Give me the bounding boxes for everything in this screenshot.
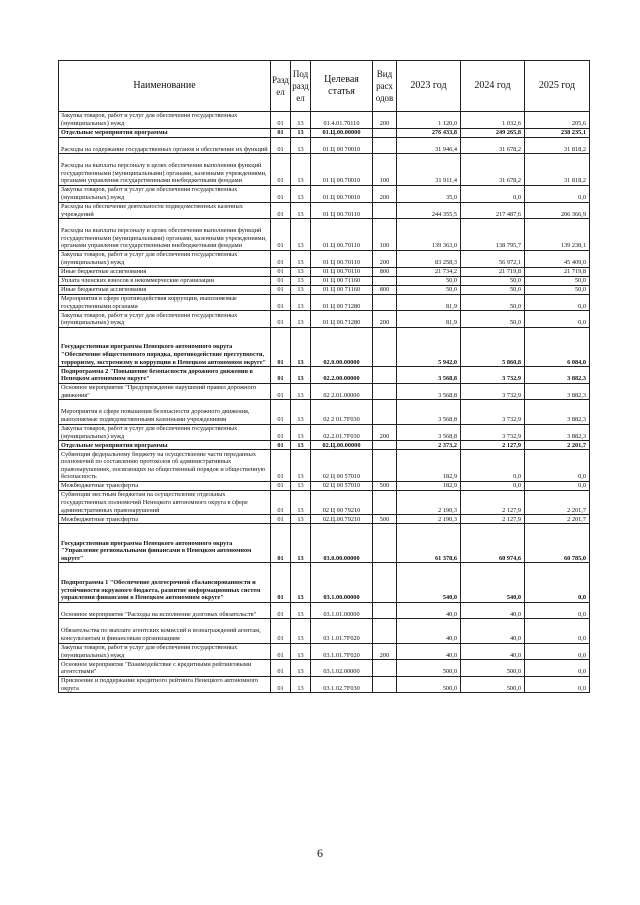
row-value-2024: 500,0 xyxy=(461,660,525,677)
row-name: Субвенции федеральному бюджету на осуществление части переданных полномочий по составлению протоколов об административных правонарушениях, посягающих на общественный порядок и общественную безопасность xyxy=(59,450,271,482)
row-value-2024: 0,0 xyxy=(461,185,525,202)
table-row xyxy=(59,676,590,693)
row-value-2025: 21 719,8 xyxy=(525,267,590,276)
table-row xyxy=(59,154,590,186)
table-row xyxy=(59,660,590,677)
row-podrazdel: 13 xyxy=(291,137,311,154)
header-2024: 2024 год xyxy=(461,61,525,112)
row-value-2024: 31 678,2 xyxy=(461,154,525,186)
row-name: Расходы на обеспечение деятельности подведомственных казенных учреждений xyxy=(59,202,271,219)
row-podrazdel: 13 xyxy=(291,383,311,400)
row-name: Закупка товаров, работ и услуг для обеспечения государственных (муниципальных) нужд xyxy=(59,112,271,129)
row-razdel: 01 xyxy=(271,154,291,186)
table-row xyxy=(59,643,590,660)
row-article: 03 1.01.7F020 xyxy=(311,619,373,643)
row-name: Отдельные мероприятия программы xyxy=(59,128,271,137)
table-row xyxy=(59,185,590,202)
row-value-2023: 3 568,8 xyxy=(397,424,461,441)
row-podrazdel: 13 xyxy=(291,490,311,514)
row-vid: 200 xyxy=(373,424,397,441)
row-razdel: 01 xyxy=(271,327,291,366)
row-podrazdel: 13 xyxy=(291,250,311,267)
row-name: Присвоение и поддержание кредитного рейтинга Ненецкого автономного округа xyxy=(59,676,271,693)
row-podrazdel: 13 xyxy=(291,276,311,285)
row-value-2024: 0,0 xyxy=(461,450,525,482)
row-podrazdel: 13 xyxy=(291,112,311,129)
row-value-2024: 249 265,8 xyxy=(461,128,525,137)
row-value-2023: 182,9 xyxy=(397,481,461,490)
row-value-2025: 0,0 xyxy=(525,311,590,328)
table-row xyxy=(59,112,590,129)
row-podrazdel: 13 xyxy=(291,524,311,563)
row-podrazdel: 13 xyxy=(291,441,311,450)
row-value-2023: 3 568,8 xyxy=(397,367,461,384)
table-row xyxy=(59,619,590,643)
row-vid: 100 xyxy=(373,219,397,251)
row-vid xyxy=(373,660,397,677)
row-vid xyxy=(373,294,397,311)
row-podrazdel: 13 xyxy=(291,285,311,294)
row-value-2025: 60 785,0 xyxy=(525,524,590,563)
row-name: Основное мероприятие "Расходы на исполнение долговых обязательств" xyxy=(59,602,271,619)
row-value-2024: 138 795,7 xyxy=(461,219,525,251)
row-vid xyxy=(373,563,397,602)
row-value-2023: 2 190,3 xyxy=(397,515,461,524)
row-value-2023: 40,0 xyxy=(397,619,461,643)
row-name: Иные бюджетные ассигнования xyxy=(59,285,271,294)
row-razdel: 01 xyxy=(271,250,291,267)
row-name: Закупка товаров, работ и услуг для обеспечения государственных (муниципальных) нужд xyxy=(59,311,271,328)
row-value-2023: 5 942,0 xyxy=(397,327,461,366)
row-value-2023: 35,0 xyxy=(397,185,461,202)
row-value-2024: 217 487,6 xyxy=(461,202,525,219)
row-razdel: 01 xyxy=(271,128,291,137)
table-row xyxy=(59,602,590,619)
row-value-2023: 139 363,0 xyxy=(397,219,461,251)
table-row xyxy=(59,450,590,482)
table-header-row xyxy=(59,61,590,112)
table-row xyxy=(59,294,590,311)
row-vid: 500 xyxy=(373,515,397,524)
row-razdel: 01 xyxy=(271,276,291,285)
row-name: Субвенции местным бюджетам на осуществление отдельных государственных полномочий Ненецкого автономного округа в сфере административных правонарушений xyxy=(59,490,271,514)
row-vid xyxy=(373,441,397,450)
table-row xyxy=(59,137,590,154)
row-article: 03.1.02.7F030 xyxy=(311,676,373,693)
row-name: Межбюджетные трансферты xyxy=(59,515,271,524)
row-podrazdel: 13 xyxy=(291,424,311,441)
table-row xyxy=(59,441,590,450)
row-name: Подпрограмма 1 "Обеспечение долгосрочной сбалансированности и устойчивости окружного бюджета, развитие информационных систем управления финансами в Ненецком автономном округе" xyxy=(59,563,271,602)
row-value-2024: 50,0 xyxy=(461,285,525,294)
row-value-2025: 2 201,7 xyxy=(525,490,590,514)
table-row xyxy=(59,481,590,490)
row-article: 03.1.02.00000 xyxy=(311,660,373,677)
row-value-2023: 50,0 xyxy=(397,285,461,294)
row-podrazdel: 13 xyxy=(291,602,311,619)
budget-table xyxy=(58,60,590,693)
row-name: Основное мероприятие "Взаимодействие с кредитными рейтинговыми агентствами" xyxy=(59,660,271,677)
row-razdel: 01 xyxy=(271,383,291,400)
row-value-2023: 2 373,2 xyxy=(397,441,461,450)
row-article: 01 Ц 00.71280 xyxy=(311,311,373,328)
row-value-2025: 3 882,3 xyxy=(525,383,590,400)
table-row xyxy=(59,327,590,366)
table-row xyxy=(59,400,590,424)
row-value-2024: 40,0 xyxy=(461,643,525,660)
row-razdel: 01 xyxy=(271,285,291,294)
row-value-2024: 3 732,9 xyxy=(461,424,525,441)
row-name: Мероприятия в сфере повышения безопасности дорожного движения, выполняемые подведомственными казенными учреждениями xyxy=(59,400,271,424)
row-value-2025: 3 882,3 xyxy=(525,367,590,384)
row-article: 01 Ц 00 71160 xyxy=(311,285,373,294)
row-podrazdel: 13 xyxy=(291,450,311,482)
row-value-2025: 139 238,1 xyxy=(525,219,590,251)
row-razdel: 01 xyxy=(271,602,291,619)
row-value-2025: 3 882,3 xyxy=(525,400,590,424)
row-value-2025: 6 084,0 xyxy=(525,327,590,366)
row-podrazdel: 13 xyxy=(291,202,311,219)
row-razdel: 01 xyxy=(271,137,291,154)
row-value-2024: 50,0 xyxy=(461,276,525,285)
row-podrazdel: 13 xyxy=(291,327,311,366)
table-row xyxy=(59,424,590,441)
row-article: 01 Ц 00.70010 xyxy=(311,154,373,186)
row-article: 01 Ц 00.70110 xyxy=(311,202,373,219)
row-value-2023: 40,0 xyxy=(397,643,461,660)
row-value-2024: 3 732,9 xyxy=(461,383,525,400)
header-article: Целевая статья xyxy=(311,61,373,112)
row-article: 03.1.00.00000 xyxy=(311,563,373,602)
row-podrazdel: 13 xyxy=(291,563,311,602)
row-value-2023: 31 946,4 xyxy=(397,137,461,154)
row-article: 03.1.01.00000 xyxy=(311,602,373,619)
row-value-2023: 1 120,0 xyxy=(397,112,461,129)
row-podrazdel: 13 xyxy=(291,185,311,202)
row-value-2025: 0,0 xyxy=(525,660,590,677)
row-podrazdel: 13 xyxy=(291,128,311,137)
row-name: Отдельные мероприятия программы xyxy=(59,441,271,450)
table-row xyxy=(59,128,590,137)
row-article: 02 Ц 00 57010 xyxy=(311,481,373,490)
row-value-2023: 83 258,3 xyxy=(397,250,461,267)
row-vid xyxy=(373,619,397,643)
row-article: 03.1.01.7F020 xyxy=(311,643,373,660)
table-body xyxy=(59,112,590,693)
row-article: 02.2.01.7F030 xyxy=(311,424,373,441)
row-article: 01 Ц 00.70110 xyxy=(311,267,373,276)
row-podrazdel: 13 xyxy=(291,294,311,311)
row-podrazdel: 13 xyxy=(291,515,311,524)
row-value-2024: 3 732,9 xyxy=(461,367,525,384)
table-row xyxy=(59,219,590,251)
row-razdel: 01 xyxy=(271,311,291,328)
row-podrazdel: 13 xyxy=(291,267,311,276)
row-value-2024: 56 972,1 xyxy=(461,250,525,267)
row-razdel: 01 xyxy=(271,660,291,677)
row-podrazdel: 13 xyxy=(291,643,311,660)
row-vid: 200 xyxy=(373,250,397,267)
row-value-2024: 2 127,9 xyxy=(461,490,525,514)
row-value-2023: 3 568,8 xyxy=(397,383,461,400)
row-value-2024: 1 032,6 xyxy=(461,112,525,129)
header-name: Наименование xyxy=(59,61,271,112)
row-article: 02 2.01.00000 xyxy=(311,383,373,400)
row-value-2023: 81,9 xyxy=(397,311,461,328)
row-value-2025: 3 882,3 xyxy=(525,424,590,441)
header-2025: 2025 год xyxy=(525,61,590,112)
table-row xyxy=(59,383,590,400)
row-razdel: 01 xyxy=(271,202,291,219)
row-vid xyxy=(373,490,397,514)
row-article: 02 Ц 00 57010 xyxy=(311,450,373,482)
row-article: 02.Ц.00.00000 xyxy=(311,441,373,450)
table-row xyxy=(59,367,590,384)
row-value-2024: 31 678,2 xyxy=(461,137,525,154)
row-name: Закупка товаров, работ и услуг для обеспечения государственных (муниципальных) нужд xyxy=(59,643,271,660)
header-razdel: Раздел xyxy=(271,61,291,112)
row-vid xyxy=(373,276,397,285)
row-name: Уплата членских взносов в некоммерческие организации xyxy=(59,276,271,285)
row-razdel: 01 xyxy=(271,524,291,563)
header-vid: Вид расходов xyxy=(373,61,397,112)
row-value-2023: 40,0 xyxy=(397,602,461,619)
table-row xyxy=(59,563,590,602)
row-value-2025: 0,0 xyxy=(525,602,590,619)
row-value-2024: 50,0 xyxy=(461,311,525,328)
row-value-2023: 3 568,8 xyxy=(397,400,461,424)
table-row xyxy=(59,276,590,285)
row-value-2025: 0,0 xyxy=(525,619,590,643)
row-razdel: 01 xyxy=(271,441,291,450)
row-value-2023: 50,0 xyxy=(397,276,461,285)
row-value-2025: 50,0 xyxy=(525,276,590,285)
row-value-2023: 81,9 xyxy=(397,294,461,311)
row-value-2023: 540,0 xyxy=(397,563,461,602)
row-value-2023: 500,0 xyxy=(397,676,461,693)
row-name: Расходы на содержание государственных органов и обеспечение их функций xyxy=(59,137,271,154)
row-article: 02 Ц 00 79210 xyxy=(311,490,373,514)
row-vid: 200 xyxy=(373,311,397,328)
header-podrazdel: Подраздел xyxy=(291,61,311,112)
row-podrazdel: 13 xyxy=(291,219,311,251)
row-vid: 200 xyxy=(373,643,397,660)
row-vid xyxy=(373,202,397,219)
row-article: 01 Ц 00 70010 xyxy=(311,137,373,154)
row-razdel: 01 xyxy=(271,481,291,490)
row-vid xyxy=(373,524,397,563)
row-vid: 500 xyxy=(373,481,397,490)
row-value-2025: 2 201,7 xyxy=(525,515,590,524)
row-razdel: 01 xyxy=(271,294,291,311)
row-razdel: 01 xyxy=(271,219,291,251)
row-article: 02 2 01.7F030 xyxy=(311,400,373,424)
row-article: 03.0.00.00000 xyxy=(311,524,373,563)
row-podrazdel: 13 xyxy=(291,619,311,643)
row-name: Расходы на выплаты персоналу в целях обеспечения выполнения функций государственными (муниципальными) органами, казенными учреждениями, органами управления государственными внебюджетными фондами xyxy=(59,154,271,186)
row-value-2025: 0,0 xyxy=(525,481,590,490)
row-value-2023: 31 911,4 xyxy=(397,154,461,186)
row-razdel: 01 xyxy=(271,450,291,482)
row-name: Обязательства по выплате агентских комиссий и вознаграждений агентам, консультантам и финансовым организациям xyxy=(59,619,271,643)
row-value-2025: 50,0 xyxy=(525,285,590,294)
row-razdel: 01 xyxy=(271,490,291,514)
table-row xyxy=(59,490,590,514)
row-value-2025: 205,6 xyxy=(525,112,590,129)
table-row xyxy=(59,202,590,219)
row-vid xyxy=(373,676,397,693)
row-value-2025: 0,0 xyxy=(525,676,590,693)
row-value-2024: 0,0 xyxy=(461,481,525,490)
row-value-2023: 244 355,5 xyxy=(397,202,461,219)
row-name: Подпрограмма 2 "Повышение безопасности дорожного движения в Ненецком автономном округе" xyxy=(59,367,271,384)
row-article: 01 Ц 00 71280 xyxy=(311,294,373,311)
row-value-2025: 2 201,7 xyxy=(525,441,590,450)
row-article: 02.2.00.00000 xyxy=(311,367,373,384)
row-value-2025: 0,0 xyxy=(525,563,590,602)
row-value-2023: 61 378,6 xyxy=(397,524,461,563)
row-value-2024: 3 732,9 xyxy=(461,400,525,424)
row-value-2024: 40,0 xyxy=(461,602,525,619)
row-name: Государственная программа Ненецкого автономного округа "Управление региональными финансами в Ненецком автономном округе" xyxy=(59,524,271,563)
row-vid xyxy=(373,383,397,400)
row-name: Мероприятия в сфере противодействия коррупции, выполняемые государственными органами xyxy=(59,294,271,311)
row-name: Государственная программа Ненецкого автономного округа "Обеспечение общественного порядка, противодействие преступности, терроризму, экстремизму и коррупции в Ненецком автономном округе" xyxy=(59,327,271,366)
row-vid xyxy=(373,450,397,482)
row-value-2025: 206 366,9 xyxy=(525,202,590,219)
table-row xyxy=(59,515,590,524)
row-value-2024: 21 719,8 xyxy=(461,267,525,276)
row-vid: 200 xyxy=(373,112,397,129)
row-name: Расходы на выплаты персоналу в целях обеспечения выполнения функций государственными (муниципальными) органами, казенными учреждениями, органами управления государственными внебюджетными фондами xyxy=(59,219,271,251)
row-podrazdel: 13 xyxy=(291,367,311,384)
row-article: 02.Ц.00.79210 xyxy=(311,515,373,524)
row-vid xyxy=(373,602,397,619)
header-2023: 2023 год xyxy=(397,61,461,112)
row-article: 01 Ц 00 71160 xyxy=(311,276,373,285)
row-value-2023: 182,9 xyxy=(397,450,461,482)
row-value-2025: 31 818,2 xyxy=(525,137,590,154)
row-value-2024: 60 974,6 xyxy=(461,524,525,563)
row-value-2025: 0,0 xyxy=(525,294,590,311)
row-razdel: 01 xyxy=(271,563,291,602)
row-name: Закупка товаров, работ и услуг для обеспечения государственных (муниципальных) нужд xyxy=(59,424,271,441)
row-vid: 200 xyxy=(373,185,397,202)
table-row xyxy=(59,250,590,267)
row-value-2024: 40,0 xyxy=(461,619,525,643)
row-vid xyxy=(373,400,397,424)
table-row xyxy=(59,285,590,294)
row-value-2024: 2 127,9 xyxy=(461,441,525,450)
row-value-2025: 45 409,0 xyxy=(525,250,590,267)
row-value-2023: 500,0 xyxy=(397,660,461,677)
row-name: Закупка товаров, работ и услуг для обеспечения государственных (муниципальных) нужд xyxy=(59,250,271,267)
row-vid xyxy=(373,327,397,366)
row-vid: 100 xyxy=(373,154,397,186)
row-article: 01 Ц 00.70110 xyxy=(311,250,373,267)
row-article: 02.0.00.00000 xyxy=(311,327,373,366)
row-podrazdel: 13 xyxy=(291,660,311,677)
row-value-2025: 0,0 xyxy=(525,450,590,482)
row-article: 01.Ц.00.00000 xyxy=(311,128,373,137)
row-value-2025: 0,0 xyxy=(525,185,590,202)
table-row xyxy=(59,267,590,276)
row-podrazdel: 13 xyxy=(291,676,311,693)
row-name: Закупка товаров, работ и услуг для обеспечения государственных (муниципальных) нужд xyxy=(59,185,271,202)
row-article: 01 Ц 00.70010 xyxy=(311,185,373,202)
row-value-2024: 2 127,9 xyxy=(461,515,525,524)
row-value-2023: 276 433,8 xyxy=(397,128,461,137)
row-value-2023: 21 734,2 xyxy=(397,267,461,276)
row-value-2025: 31 818,2 xyxy=(525,154,590,186)
row-razdel: 01 xyxy=(271,424,291,441)
table-row xyxy=(59,311,590,328)
row-vid: 800 xyxy=(373,267,397,276)
row-podrazdel: 13 xyxy=(291,311,311,328)
row-name: Межбюджетные трансферты xyxy=(59,481,271,490)
row-name: Иные бюджетные ассигнования xyxy=(59,267,271,276)
budget-document xyxy=(58,60,589,693)
row-razdel: 01 xyxy=(271,367,291,384)
page-number: 6 xyxy=(317,846,323,860)
row-value-2023: 2 190,3 xyxy=(397,490,461,514)
row-vid: 800 xyxy=(373,285,397,294)
row-value-2024: 500,0 xyxy=(461,676,525,693)
row-vid xyxy=(373,128,397,137)
row-razdel: 01 xyxy=(271,619,291,643)
row-razdel: 01 xyxy=(271,400,291,424)
row-value-2025: 238 235,1 xyxy=(525,128,590,137)
row-article: 01 Ц 00.70110 xyxy=(311,219,373,251)
row-article: 01.4.01.70110 xyxy=(311,112,373,129)
row-podrazdel: 13 xyxy=(291,481,311,490)
row-razdel: 01 xyxy=(271,676,291,693)
row-razdel: 01 xyxy=(271,185,291,202)
row-podrazdel: 13 xyxy=(291,400,311,424)
row-vid xyxy=(373,137,397,154)
row-name: Основное мероприятие "Предупреждение нарушений правил дорожного движения" xyxy=(59,383,271,400)
row-podrazdel: 13 xyxy=(291,154,311,186)
row-value-2025: 0,0 xyxy=(525,643,590,660)
row-razdel: 01 xyxy=(271,643,291,660)
row-value-2024: 5 860,8 xyxy=(461,327,525,366)
row-razdel: 01 xyxy=(271,267,291,276)
row-value-2024: 50,0 xyxy=(461,294,525,311)
row-vid xyxy=(373,367,397,384)
row-razdel: 01 xyxy=(271,515,291,524)
row-razdel: 01 xyxy=(271,112,291,129)
table-row xyxy=(59,524,590,563)
row-value-2024: 540,0 xyxy=(461,563,525,602)
